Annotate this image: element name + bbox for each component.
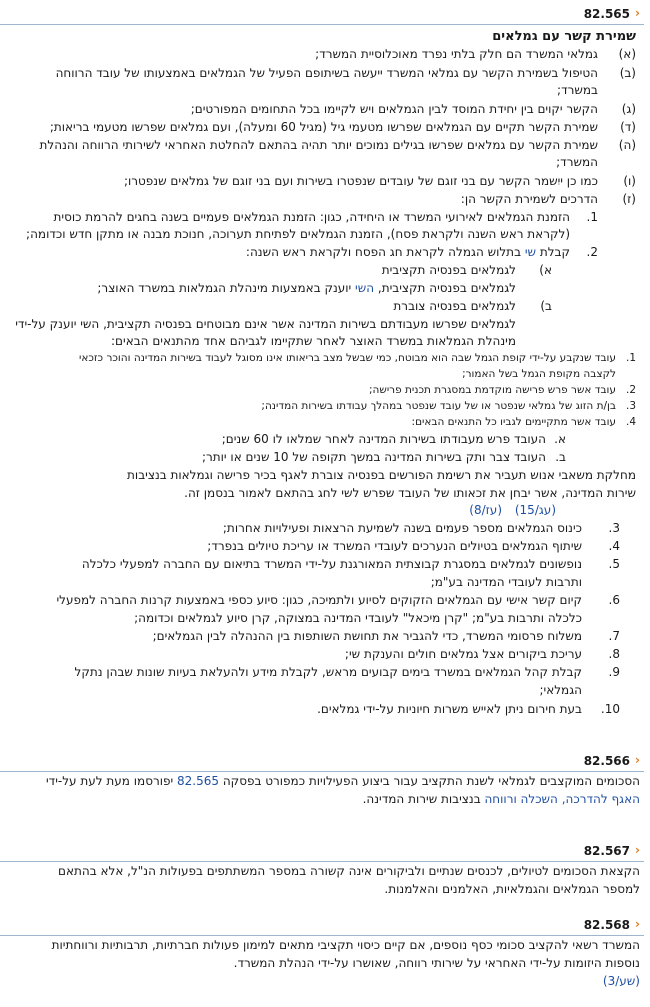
- item-number: 8.: [608, 647, 620, 661]
- paragraph-text: נוספות היזומות על-ידי האחראי על שירותי רווחה, שאושרו על-ידי הנהלת המשרד.: [233, 956, 640, 970]
- clause-label: (ד): [620, 120, 636, 134]
- section-number[interactable]: 82.567: [583, 844, 630, 858]
- section-header-82565: [0, 6, 644, 25]
- amendment-ref[interactable]: (עג/15): [514, 503, 556, 517]
- clause-text: הקשר יקוים בין יחידת המוסד לבין הגמלאים ויש לקיימו בכל התחומים המפורטים;: [190, 102, 598, 116]
- item-number: 2.: [586, 245, 598, 259]
- clause-label: (ג): [621, 102, 636, 116]
- sub-label: א): [539, 263, 552, 277]
- paragraph-text: מחלקת משאבי אנוש תעביר את רשימת הפורשים בפנסיה צוברת לאגף בכיר פרישה וגמלאות בנציבות: [127, 468, 636, 482]
- paragraph-text: הקצאת הסכומים לטיולים, לכנסים שנתיים ולביקורים אינה קשורה במספר המשתתפים בפעולות הנ"ל, אלא בהתאם: [58, 864, 640, 878]
- section-number[interactable]: 82.566: [583, 754, 630, 768]
- item-text: קבלת שי בתלוש הגמלה לקראת חג הפסח ולקראת ראש השנה:: [245, 245, 570, 259]
- clause-text: במשרד;: [557, 83, 598, 97]
- item-text: עריכת ביקורים אצל גמלאים חולים והענקת שי;: [344, 647, 582, 661]
- item-text: בעת חירום ניתן לאייש משרות חיוניות על-ידי גמלאים.: [317, 702, 582, 716]
- item-text: קבלת קהל הגמלאים במשרד בימים קבועים מראש, לקבלת מידע ולהעלאת בעיות שונות שבהן נתקל: [74, 665, 582, 679]
- sub-text: מינהלת הגמלאות במשרד האוצר לאחר שתקיימו לגביהם אחד מהתנאים הבאים:: [111, 334, 516, 348]
- item-text: שיתוף הגמלאים בטיולים הנערכים לעובדי המשרד או עריכת טיולים בנפרד;: [207, 539, 582, 553]
- item-number: 4.: [608, 539, 620, 553]
- item-number: 6.: [608, 593, 620, 607]
- clause-text: גמלאי המשרד הם חלק בלתי נפרד מאוכלוסיית המשרד;: [315, 47, 598, 61]
- paragraph-text: הסכומים המוקצבים לגמלאי לשנת התקציב עבור ביצוע הפעילויות כמפורט בפסקה 82.565 יפורסמו מעת לעת על-ידי: [45, 774, 640, 788]
- cond-text: עובד אשר מתקיימים לגביו כל התנאים הבאים:: [411, 416, 616, 428]
- item-text: כלכלה ותרבות בע"מ; "קרן מיכאל" לעובדי המדינה במצוקה, קרן סיוע לגמלאים וכדומה;: [134, 611, 582, 625]
- section-header-82567: [0, 843, 644, 862]
- cond-number: 3.: [625, 400, 636, 412]
- clause-label: (ב): [619, 66, 636, 80]
- section-header-82566: [0, 753, 644, 772]
- clause-text: הדרכים לשמירת הקשר הן:: [460, 192, 598, 206]
- clause-label: (ז): [622, 192, 636, 206]
- item-number: 9.: [608, 665, 620, 679]
- sub-label: ב): [540, 299, 552, 313]
- clause-text: המשרד;: [556, 155, 598, 169]
- sub-text: לגמלאים בפנסיה תקציבית: [381, 263, 516, 277]
- cond-text: עובד שנקבע על-ידי קופת הגמל שבה הוא מבוטח, כמי שבשל מצב בריאותו אינו מסוגל לעבוד בשירות המדינה והוכר כזכאי: [79, 352, 616, 364]
- chevron-left-icon[interactable]: ‹: [635, 917, 640, 931]
- clause-text: שמירת הקשר תקיים עם הגמלאים שפרשו מטעמי גיל (מגיל 60 ומעלה), ועם גמלאים שפרשו מטעמי בריאות;: [49, 120, 598, 134]
- item-text: ותרבות לעובדי המדינה בע"מ;: [430, 575, 582, 589]
- item-text: נופשונים לגמלאים במסגרת קבוצתית המאורגנת על-ידי המשרד בתיאום עם החברה למפעלי כלכלה: [81, 557, 582, 571]
- clause-text: שמירת הקשר עם גמלאים שפרשו בגילים נמוכים יותר תהיה בהתאם להחלטת האחראי לשירותי הרווחה והנהלת: [39, 138, 598, 152]
- section-title: שמירת קשר עם גמלאים: [492, 29, 636, 44]
- chevron-left-icon[interactable]: ‹: [635, 6, 640, 20]
- chevron-left-icon[interactable]: ‹: [635, 843, 640, 857]
- paragraph-text: המשרד רשאי להקציב סכומי כסף נוספים, אם קיים כיסוי תקציבי מתאים למימון פעולות חברתיות, תרבותיות ורווחתיות: [51, 938, 640, 952]
- paragraph-text: האגף להדרכה, השכלה ורווחה בנציבות שירות המדינה.: [362, 792, 640, 806]
- item-text: משלוח פרסומי המשרד, כדי להגביר את תחושת השותפות בין ההנהלה לבין הגמלאים;: [152, 629, 582, 643]
- item-text: קיום קשר אישי עם הגמלאים הזקוקים לסיוע ולתמיכה, כגון: סיוע כספי באמצעות קרנות החברה למפעלי: [56, 593, 582, 607]
- cond-sub-text: העובד צבר ותק בשירות המדינה במשך תקופה של 10 שנים או יותר;: [201, 450, 546, 464]
- cond-number: 1.: [625, 352, 636, 364]
- cond-sub-label: א.: [554, 432, 566, 446]
- cond-number: 4.: [625, 416, 636, 428]
- clause-text: כמו כן ייִשמר הקשר עם בני זוגם של עובדים שנפטרו בשירות ועם בני זוגם של גמלאים שנפטרו;: [123, 174, 598, 188]
- clause-text: הטיפול בשמירת הקשר עם גמלאי המשרד ייעשה בשיתופם הפעיל של הגמלאים באמצעותו של עובד הרווחה: [55, 66, 598, 80]
- sub-text: לגמלאים שפרשו מעבודתם בשירות המדינה אשר אינם מבוטחים בפנסיה תקציבית, השי יוענק על-ידי: [15, 317, 516, 331]
- item-number: 10.: [600, 702, 620, 716]
- cond-text: בן/ת הזוג של גמלאי שנפטר או של עובד שנפטר במהלך עבודתו בשירות המדינה;: [261, 400, 616, 412]
- clause-label: (ו): [623, 174, 636, 188]
- cond-text: לקצבה מקופת הגמל בשל האמור;: [462, 368, 616, 380]
- item-number: 7.: [608, 629, 620, 643]
- cond-sub-label: ב.: [555, 450, 566, 464]
- item-text: הגמלאי;: [539, 683, 582, 697]
- item-number: 1.: [586, 210, 598, 224]
- clause-label: (ה): [618, 138, 636, 152]
- section-header-82568: [0, 917, 644, 936]
- item-text: (לקראת ראש השנה ולקראת פסח), הזמנת הגמלאים לפתיחת תערוכה, חנוכת מבנה או מתקן חדש וכדומה;: [26, 227, 570, 241]
- paragraph-text: שירות המדינה, אשר יבחן את זכאותו של העובד שפרש לשי לחג בהתאם לאמור בנסמן זה.: [184, 486, 636, 500]
- cond-sub-text: העובד פרש מעבודתו בשירות המדינה לאחר שמלאו לו 60 שנים;: [221, 432, 546, 446]
- cond-text: עובד אשר פרש פרישה מוקדמת במסגרת תכנית פרישה;: [369, 384, 616, 396]
- item-text: כינוס הגמלאים מספר פעמים בשנה לשמיעת הרצאות ופעילויות אחרות;: [222, 521, 582, 535]
- section-number[interactable]: 82.565: [583, 7, 630, 21]
- sub-text: לגמלאים בפנסיה צוברת: [393, 299, 516, 313]
- item-text: הזמנת הגמלאים לאירועי המשרד או היחידה, כגון: הזמנת הגמלאים פעמיים בשנה בחגים להרמת כוסית: [53, 210, 570, 224]
- sub-text: לגמלאים בפנסיה תקציבית, השי יוענק באמצעות מינהלת הגמלאות במשרד האוצר;: [97, 281, 516, 295]
- item-number: 5.: [608, 557, 620, 571]
- item-number: 3.: [608, 521, 620, 535]
- amendment-ref[interactable]: (עז/8): [469, 503, 502, 517]
- clause-label: (א): [618, 47, 636, 61]
- cond-number: 2.: [625, 384, 636, 396]
- amendment-ref[interactable]: (שע/3): [602, 974, 640, 988]
- paragraph-text: למספר הגמלאים והגמלאיות, האלמנים והאלמנות.: [384, 882, 640, 896]
- chevron-left-icon[interactable]: ‹: [635, 753, 640, 767]
- section-number[interactable]: 82.568: [583, 918, 630, 932]
